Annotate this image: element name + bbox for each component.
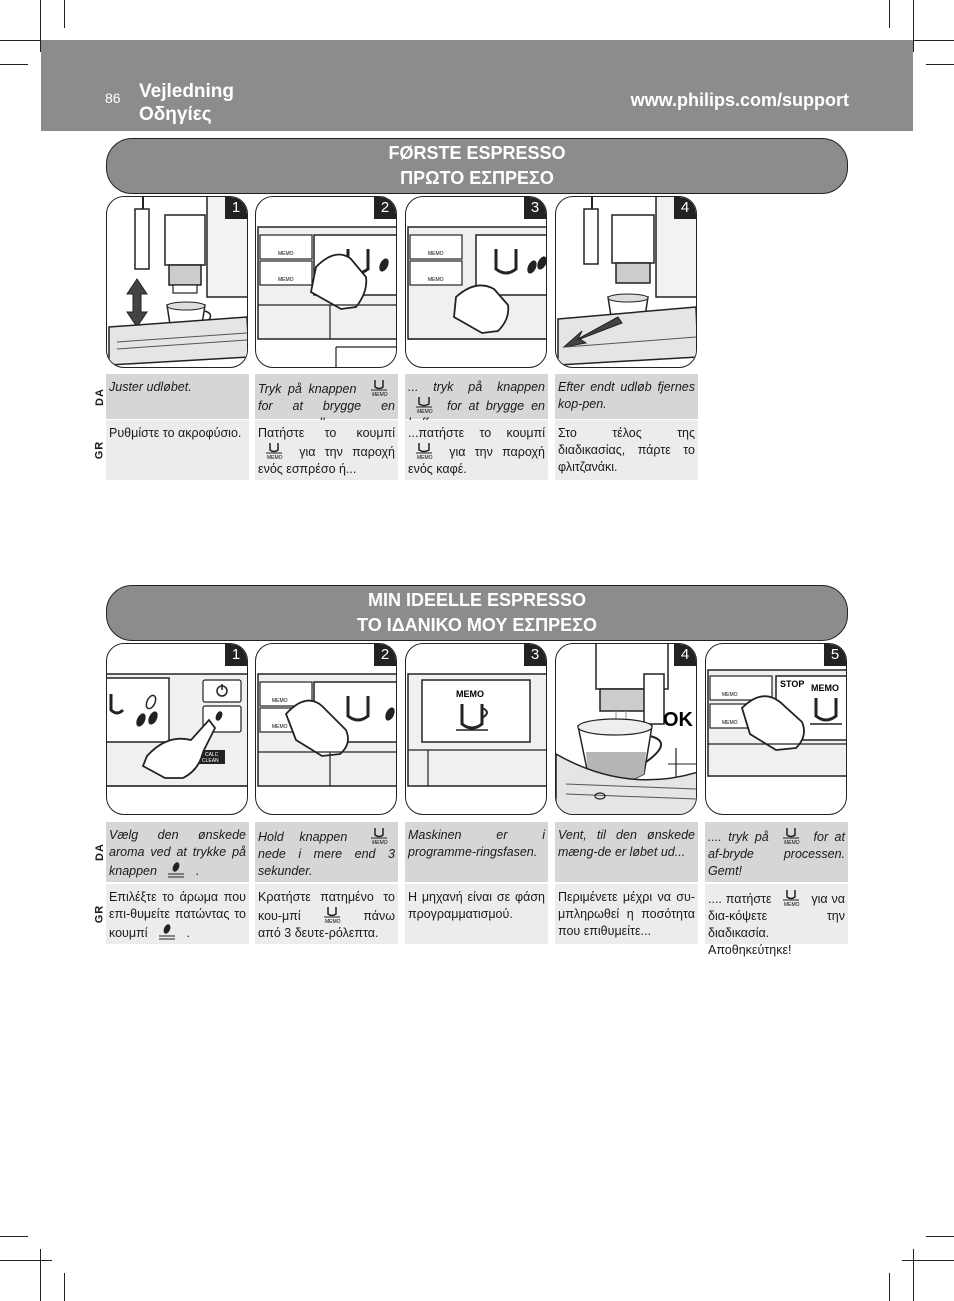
step-text-da: Tryk på knappen MEMO for at brygge en [255,374,398,419]
svg-text:MEMO: MEMO [722,720,738,726]
step-text-gr: ...πατήστε το κουμπί MEMO για την παροχή ενός καφέ. [405,420,548,480]
section-banner-ideal-espresso [106,585,848,641]
step-text-gr: Η μηχανή είναι σε φάση προγραμματισμού. [405,884,548,944]
espresso-memo-icon [365,379,393,397]
dispensing-coffee-illustration [556,644,697,815]
lang-label-da: DA [93,387,106,406]
coffee-memo-icon [410,442,438,460]
espresso-memo-icon [318,906,346,924]
svg-text:MEMO: MEMO [784,840,800,845]
espresso-memo-icon [777,889,805,907]
step-text-da: Maskinen er i programme-ringsfasen. [405,822,548,882]
aroma-bean-icon [153,923,181,941]
step-illustration [405,643,547,815]
crop-mark [913,1249,914,1301]
crop-mark [913,0,914,52]
svg-text:MEMO: MEMO [272,724,288,730]
page-header [41,40,913,131]
memo-label: MEMO [811,683,839,693]
ok-label: OK [663,709,693,731]
step-illustration [555,643,697,815]
step-text-da: Hold knappen MEMO nede i mere end 3 sekunder. [255,822,398,882]
svg-text:MEMO: MEMO [278,251,294,257]
step-illustration [255,643,397,815]
svg-text:MEMO: MEMO [417,455,433,460]
coffee-memo-icon [410,396,438,414]
step-illustration [555,196,697,368]
step-number: 3 [524,644,546,666]
page-number: 86 [105,90,121,106]
step-number: 1 [225,644,247,666]
svg-text:MEMO: MEMO [372,392,388,397]
espresso-memo-icon [365,827,393,845]
step-text-da: ... tryk på knappen MEMO for at brygge en [405,374,548,419]
step-text-gr: Ρυθμίστε το ακροφύσιο. [106,420,249,480]
svg-text:MEMO: MEMO [428,277,444,283]
svg-text:MEMO: MEMO [722,692,738,698]
espresso-button-press-illustration [256,197,397,368]
crop-mark [64,0,65,28]
espresso-memo-icon [777,827,805,845]
step-text-da: .... tryk på MEMO for at af-bryde processen. Gemt! [705,822,848,882]
aroma-bean-icon [162,861,190,879]
crop-mark [40,1249,41,1301]
step-text-da: Vælg den ønskede aroma ved at trykke på knappen . [106,822,249,882]
section-banner-first-espresso [106,138,848,194]
step-text-gr: Κρατήστε πατημένο το κου-μπί MEMO πάνω από 3 δευτε-ρόλεπτα. [255,884,398,944]
crop-mark [64,1273,65,1301]
section-title-da: MIN IDEELLE ESPRESSO [367,590,587,610]
crop-mark [0,1260,52,1261]
crop-mark [926,1236,954,1237]
crop-mark [889,1273,890,1301]
step-number: 3 [524,197,546,219]
section-title-gr: ΤΟ ΙΔΑΝΙΚΟ ΜΟΥ ΕΣΠΡΕΣΟ [357,615,597,635]
svg-text:MEMO: MEMO [428,251,444,257]
step-text-da: Juster udløbet. [106,374,249,419]
svg-text:MEMO: MEMO [417,409,433,414]
step-number: 2 [374,197,396,219]
step-text-da: Vent, til den ønskede mæng-de er løbet ud... [555,822,698,882]
header-title [139,80,234,126]
svg-text:MEMO: MEMO [278,277,294,283]
step-text-gr: .... πατήστε MEMO για να δια-κόψετε την διαδικασία. Αποθηκεύτηκε! [705,884,848,944]
crop-mark [0,64,28,65]
section-title-da: FØRSTE ESPRESSO [388,143,566,163]
svg-text:MEMO: MEMO [272,698,288,704]
stop-label: STOP [780,679,805,689]
section-title-gr: ΠΡΩΤΟ ΕΣΠΡΕΣΟ [400,168,554,188]
crop-mark [926,64,954,65]
svg-text:MEMO: MEMO [371,840,388,845]
coffee-button-press-illustration [406,197,547,368]
step-illustration [106,643,248,815]
dispenser-adjust-illustration [107,197,248,368]
memo-label: MEMO [456,689,484,699]
svg-text:MEMO: MEMO [784,902,801,907]
step-text-gr: Περιμένετε μέχρι να συ-μπληρωθεί η ποσότητα που επιθυμείτε... [555,884,698,944]
remove-cup-illustration [556,197,697,368]
step-text-gr: Στο τέλος της διαδικασίας, πάρτε το φλιτζανάκι. [555,420,698,480]
calc-clean-label-2: CLEAN [202,758,219,764]
step-number: 4 [674,644,696,666]
step-number: 2 [374,644,396,666]
lang-label-gr: GR [93,440,106,460]
lang-label-da: DA [93,843,106,861]
step-illustration [705,643,847,815]
step-illustration [255,196,397,368]
svg-text:MEMO: MEMO [324,919,341,924]
lang-label-gr: GR [93,904,106,924]
step-text-gr: Επιλέξτε το άρωμα που επι-θυμείτε πατώντας το κουμπί . [106,884,249,944]
step-text-gr: Πατήστε το κουμπί MEMO για την παροχή ενός εσπρέσο ή... [255,420,398,480]
crop-mark [0,1236,28,1237]
step-text-da: Efter endt udløb fjernes kop-pen. [555,374,698,419]
espresso-memo-icon [260,442,288,460]
svg-text:MEMO: MEMO [267,455,283,460]
support-url: www.philips.com/support [630,90,849,110]
step-number: 5 [824,644,846,666]
crop-mark [889,0,890,28]
hold-espresso-button-illustration [256,644,397,815]
header-title-gr: Οδηγίες [139,104,212,125]
stop-memo-button-press-illustration [706,644,847,815]
crop-mark [902,1260,954,1261]
step-illustration [106,196,248,368]
header-title-da: Vejledning [139,81,235,102]
step-number: 4 [674,197,696,219]
calc-clean-label-1: CALC [205,752,219,758]
aroma-button-press-illustration [107,644,248,815]
step-illustration [405,196,547,368]
memo-display-illustration [406,644,547,815]
step-number: 1 [225,197,247,219]
